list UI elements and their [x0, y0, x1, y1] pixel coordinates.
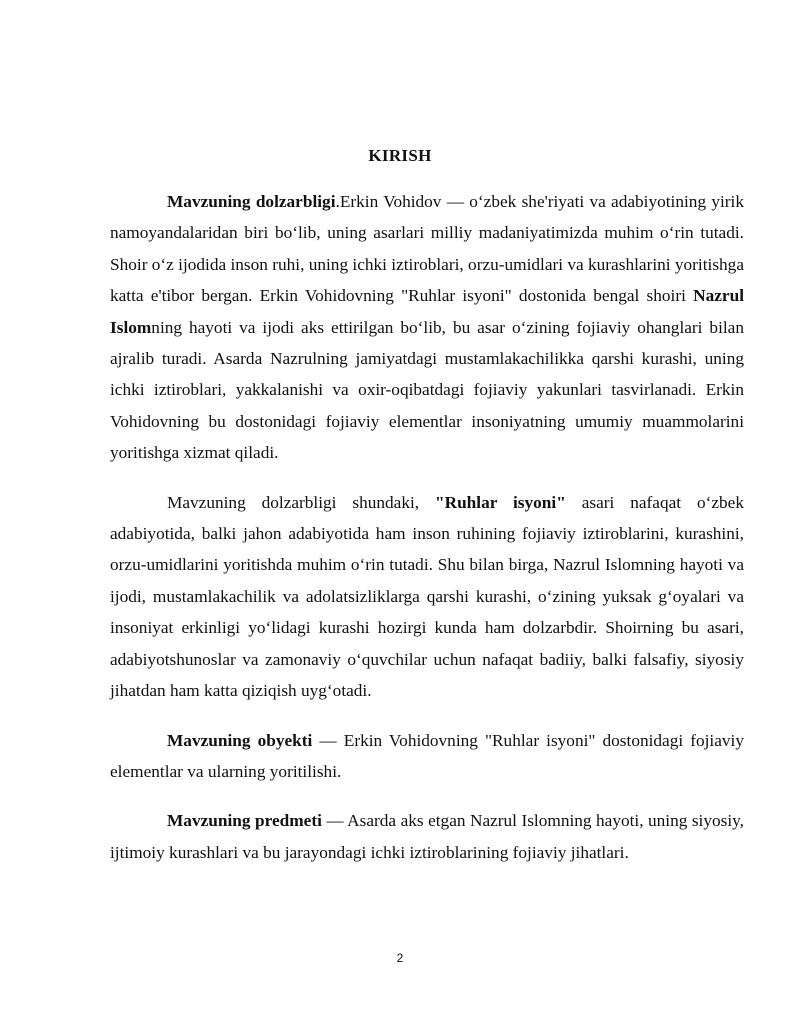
subject-heading: Mavzuning predmeti [167, 811, 322, 831]
subject-text: — Asarda aks etgan Nazrul Islomning hayoti, uning siyosiy, ijtimoiy kurashlari va bu jarayondagi ichki iztiroblarining fojiaviy jihatlari. [110, 811, 745, 862]
paragraph-relevance-detail [110, 487, 744, 707]
body-text [110, 186, 744, 868]
paragraph-subject [110, 805, 744, 868]
relevance-detail-text-2: asari nafaqat oʻzbek adabiyotida, balki jahon adabiyotida ham inson ruhining fojiaviy iztiroblarini, kurashini, orzu-umidlarini yoritishda muhim oʻrin tutadi. Shu bilan birga, Nazrul Islomning hayoti va ijodi, mustamlakachilik va adolatsizliklarga qarshi kurashi, oʻzining yuksak gʻoyalari va insoniyat erkinligi yoʻlidagi kurashi hozirgi kunda ham dolzarbdir. Shoirning bu asari, adabiyotshunoslar va zamonaviy oʻquvchilar uchun nafaqat badiiy, balki falsafiy, siyosiy jihatdan ham katta qiziqish uygʻotadi. [110, 492, 744, 701]
page-title: KIRISH [368, 146, 432, 165]
poet-name: Nazrul Islom [110, 286, 744, 337]
paragraph-object [110, 725, 744, 788]
relevance-heading: Mavzuning dolzarbligi [167, 192, 336, 211]
page-number: 2 [396, 951, 404, 965]
relevance-detail-text-1: Mavzuning dolzarbligi shundaki, [167, 492, 435, 512]
paragraph-relevance [110, 186, 744, 469]
work-title: "Ruhlar isyoni" [435, 492, 566, 512]
object-text: — Erkin Vohidovning "Ruhlar isyoni" dostonidagi fojiaviy elementlar va ularning yoritilishi. [110, 730, 744, 781]
relevance-text-2: ning hayoti va ijodi aks ettirilgan boʻlib, bu asar oʻzining fojiaviy ohanglari bilan ajralib turadi. Asarda Nazrulning jamiyatdagi mustamlakachilikka qarshi kurashi, uning ichki iztiroblari, yakkalanishi va oxir-oqibatdagi fojiaviy yakunlari tasvirlanadi. Erkin Vohidovning bu dostonidagi fojiaviy elementlar insoniyatning umumiy muammolarini yoritishga xizmat qiladi. [110, 317, 744, 463]
object-heading: Mavzuning obyekti [167, 730, 313, 750]
relevance-text-1: .Erkin Vohidov — oʻzbek she'riyati va adabiyotining yirik namoyandalaridan biri boʻlib, uning asarlari milliy madaniyatimizda muhim oʻrin tutadi. Shoir oʻz ijodida inson ruhi, uning ichki iztiroblari, orzu-umidlari va kurashlarini yoritishga katta e'tibor bergan. Erkin Vohidovning "Ruhlar isyoni" dostonida bengal shoiri [110, 192, 744, 306]
